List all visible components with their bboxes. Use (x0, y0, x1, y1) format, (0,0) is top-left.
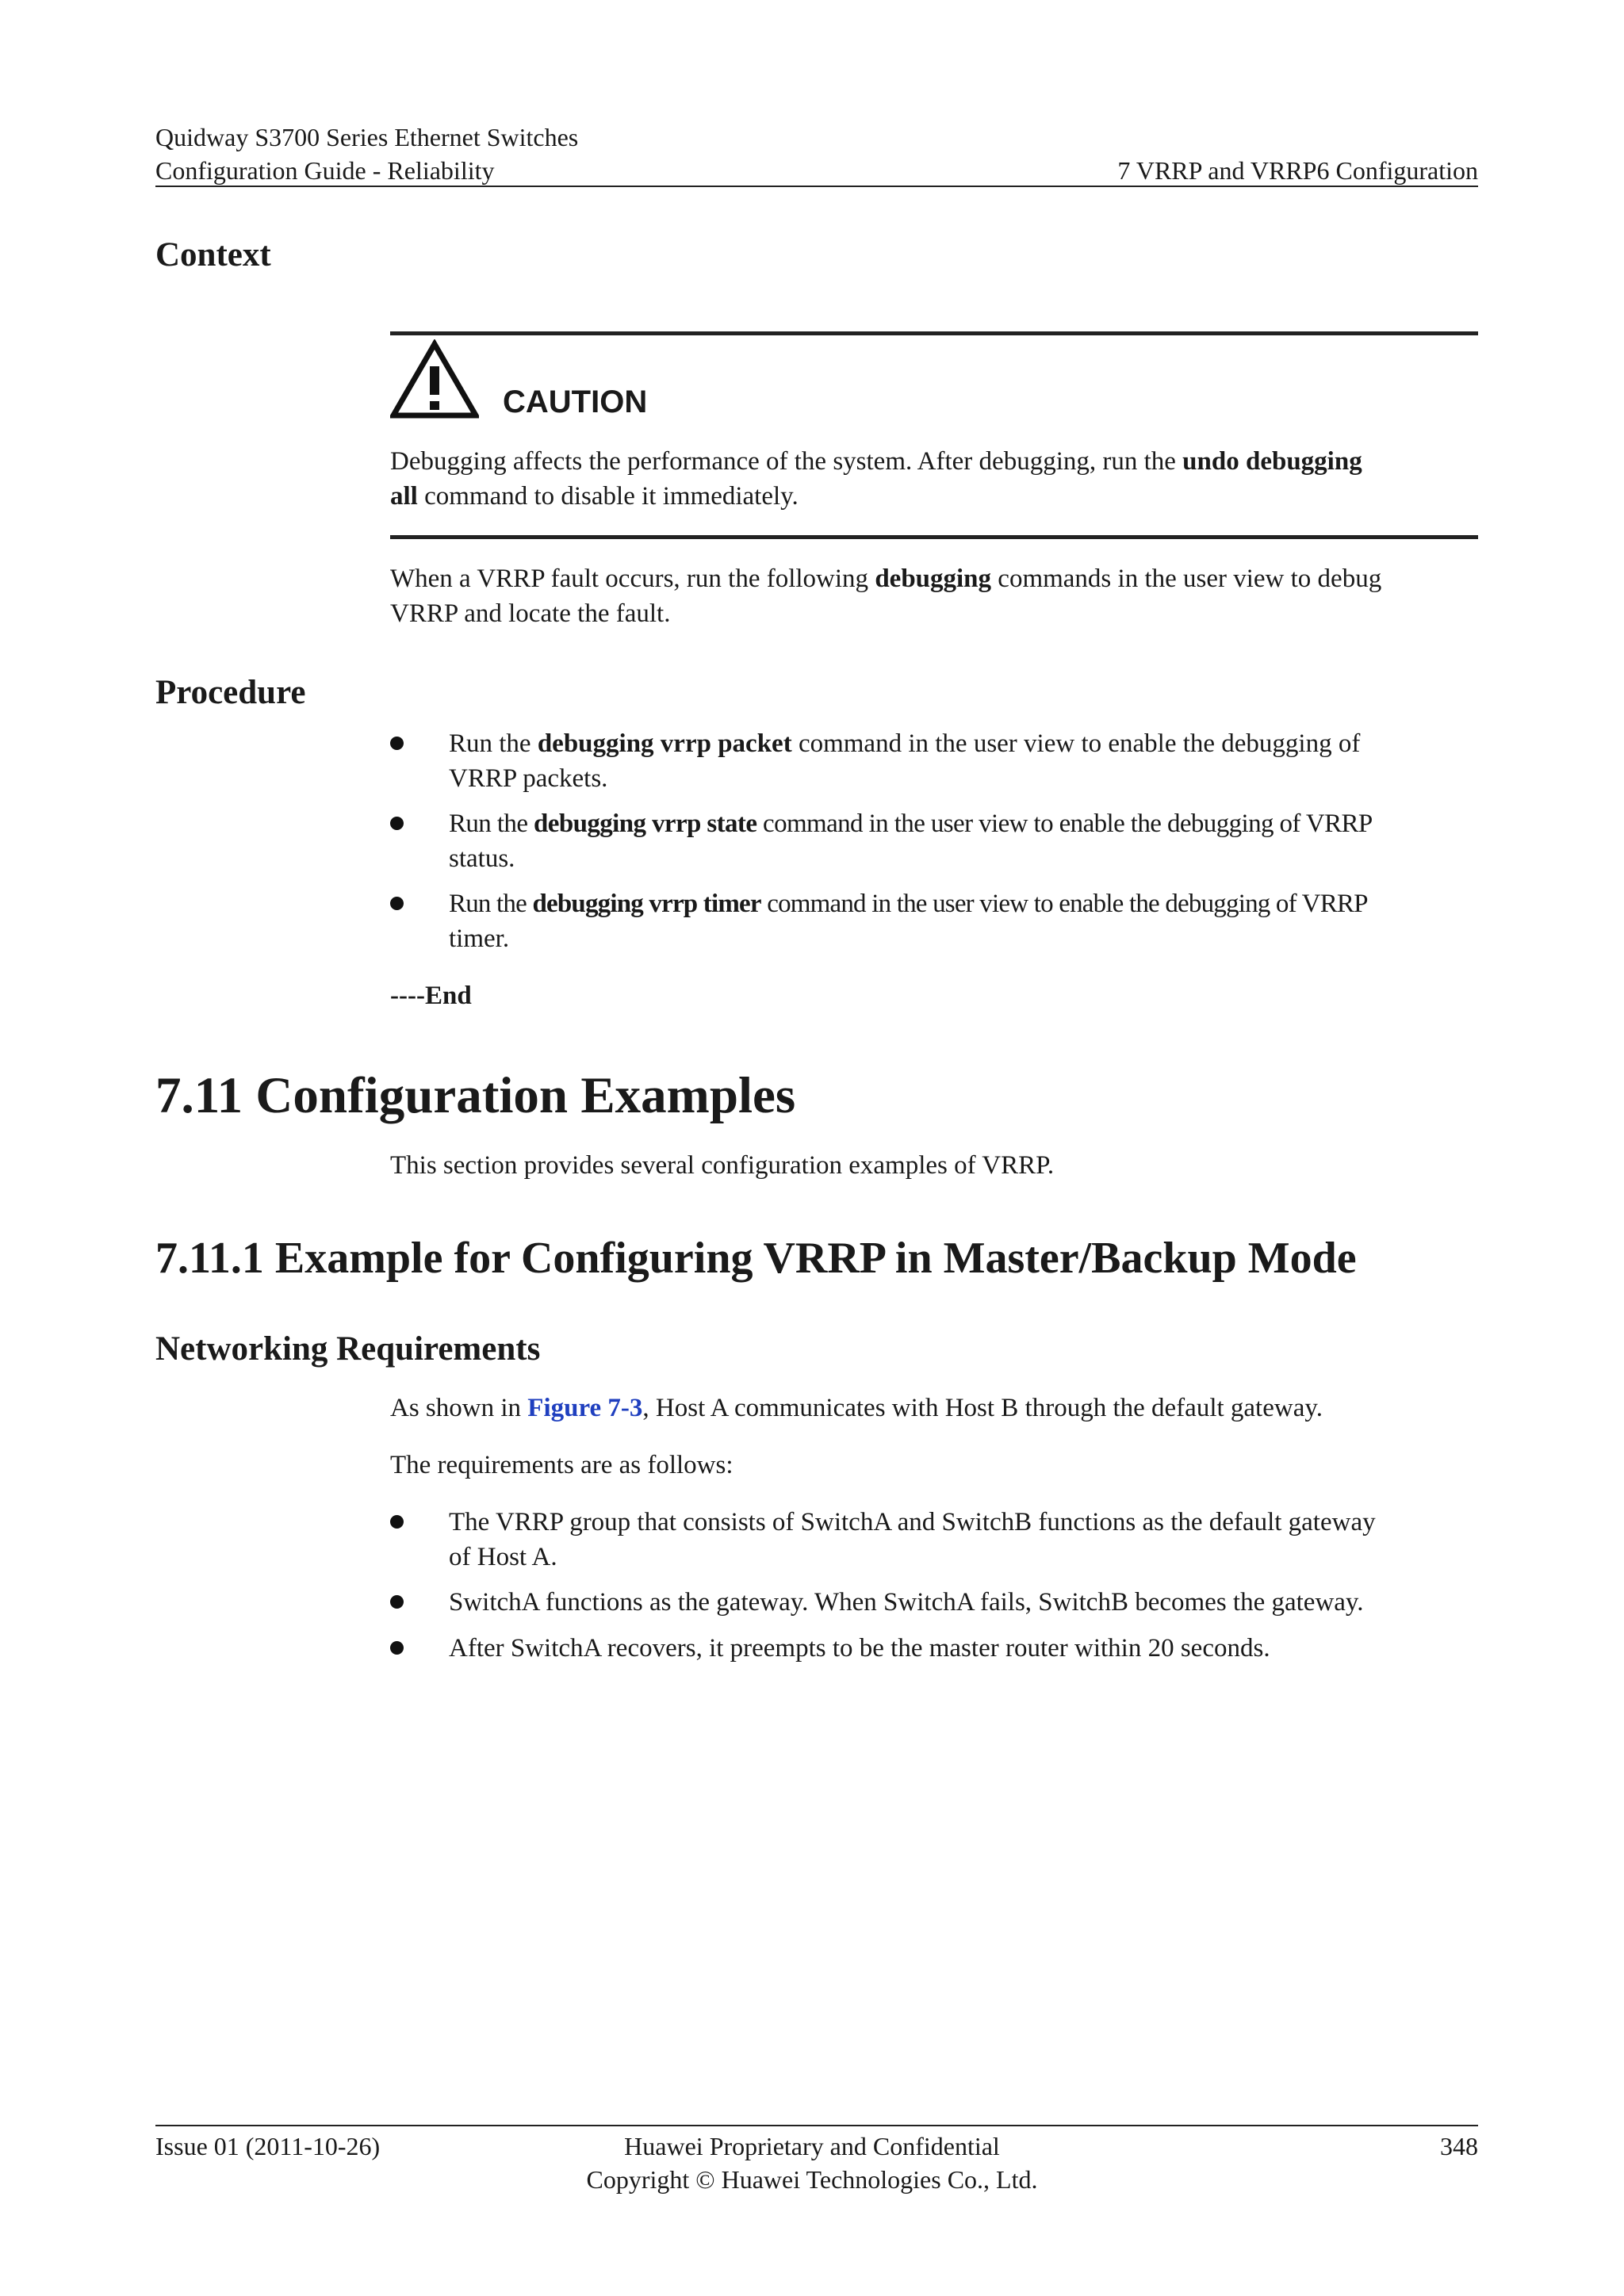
bullet (390, 737, 404, 750)
caution-bottom-rule (390, 535, 1478, 539)
requirement-item-3: After SwitchA recovers, it preempts to be the master router within 20 seconds. (449, 1634, 1270, 1663)
requirement-item-1-line2: of Host A. (449, 1543, 557, 1571)
context-paragraph-line1: When a VRRP fault occurs, run the following debugging commands in the user view to debug (390, 564, 1382, 593)
subsection-heading: 7.11.1 Example for Configuring VRRP in Master/Backup Mode (155, 1234, 1357, 1283)
footer-confidential: Huawei Proprietary and Confidential (624, 2132, 1000, 2160)
caution-top-rule (390, 331, 1478, 335)
bullet (390, 897, 404, 910)
procedure-end-marker: ----End (390, 982, 472, 1010)
networking-paragraph: As shown in Figure 7-3, Host A communicates with Host B through the default gateway. (390, 1394, 1323, 1422)
caution-title: CAUTION (503, 385, 648, 419)
bullet (390, 1641, 404, 1655)
figure-link[interactable]: Figure 7-3 (527, 1394, 643, 1422)
section-intro: This section provides several configuration examples of VRRP. (390, 1151, 1055, 1180)
procedure-item-3-line2: timer. (449, 924, 510, 953)
procedure-item-2-line1: Run the debugging vrrp state command in the user view to enable the debugging of VRRP (449, 809, 1373, 838)
procedure-item-2-line2: status. (449, 844, 515, 873)
bullet (390, 1595, 404, 1609)
footer-copyright: Copyright © Huawei Technologies Co., Ltd. (586, 2165, 1038, 2194)
header-chapter: 7 VRRP and VRRP6 Configuration (1117, 156, 1478, 185)
header-product: Quidway S3700 Series Ethernet Switches (155, 123, 579, 151)
networking-requirements-heading: Networking Requirements (155, 1330, 541, 1368)
procedure-item-1-line1: Run the debugging vrrp packet command in the user view to enable the debugging of (449, 729, 1361, 758)
footer-issue: Issue 01 (2011-10-26) (155, 2132, 381, 2160)
requirements-intro: The requirements are as follows: (390, 1451, 733, 1479)
footer-page-number: 348 (1440, 2132, 1478, 2160)
header-rule (155, 186, 1478, 187)
context-paragraph-line2: VRRP and locate the fault. (390, 599, 671, 628)
header-guide: Configuration Guide - Reliability (155, 156, 495, 185)
context-heading: Context (155, 236, 271, 274)
caution-text-line1: Debugging affects the performance of the system. After debugging, run the undo debugging (390, 447, 1362, 476)
bullet (390, 1515, 404, 1529)
procedure-item-1-line2: VRRP packets. (449, 764, 608, 793)
requirement-item-2: SwitchA functions as the gateway. When SwitchA fails, SwitchB becomes the gateway. (449, 1588, 1364, 1617)
section-heading: 7.11 Configuration Examples (155, 1067, 796, 1124)
bullet (390, 817, 404, 830)
footer-rule (155, 2125, 1478, 2126)
procedure-heading: Procedure (155, 674, 306, 711)
procedure-item-3-line1: Run the debugging vrrp timer command in the user view to enable the debugging of VRRP (449, 890, 1368, 918)
caution-text-line2: all command to disable it immediately. (390, 482, 799, 511)
warning-triangle-icon (390, 339, 479, 419)
requirement-item-1-line1: The VRRP group that consists of SwitchA and SwitchB functions as the default gateway (449, 1508, 1376, 1536)
